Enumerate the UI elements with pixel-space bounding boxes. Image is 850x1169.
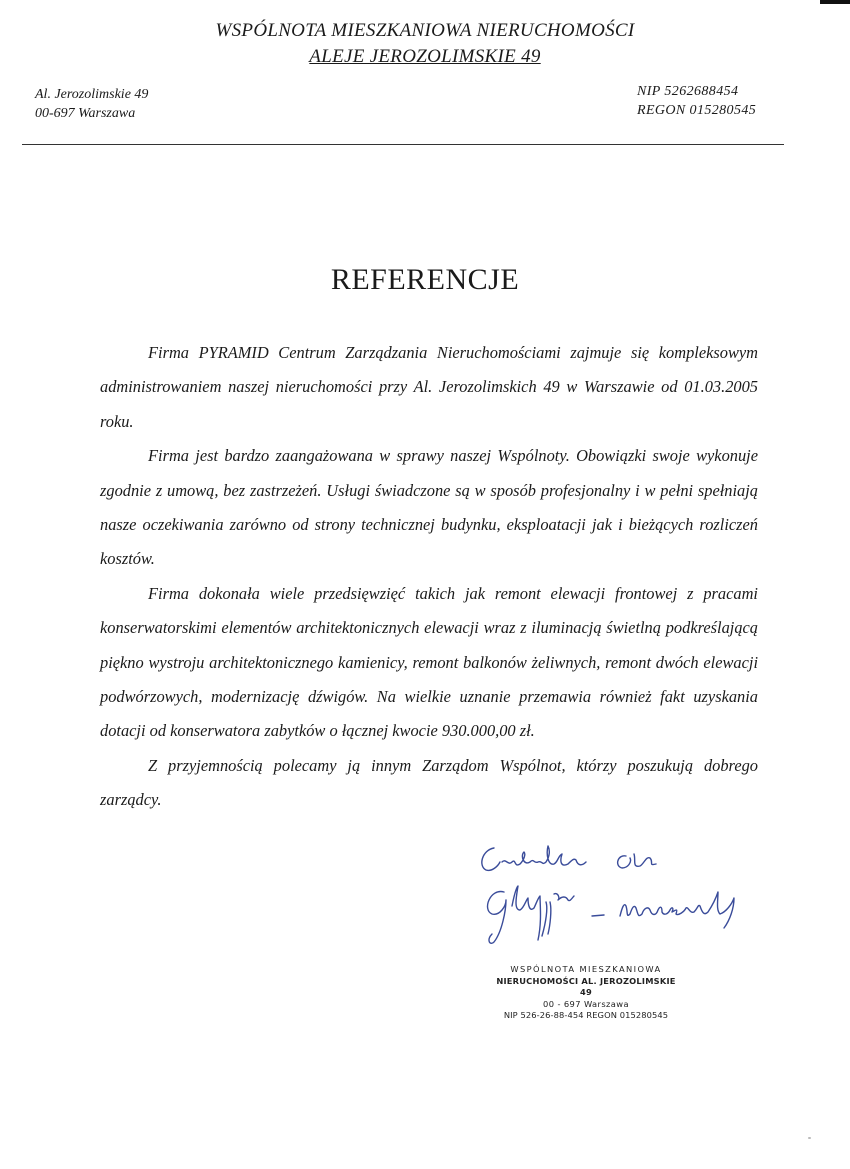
paragraph-projects: Firma dokonała wiele przedsięwzięć takich jak remont elewacji frontowej z pracami konserwatorskimi elementów architektonicznych elewacji wraz z iluminacją świetlną podkreślającą piękno wystroju architektonicznego kamienicy, remont balkonów żeliwnych, remont dwóch elewacji podwórzowych, modernizację dźwigów. Na wielkie uznanie przemawia również fakt uzyskania dotacji od konserwatora zabytków o łącznej kwocie 930.000,00 zł. <box>100 583 758 741</box>
tax-ids <box>637 82 756 120</box>
scan-corner-mark <box>820 0 850 4</box>
paragraph-recommendation: Z przyjemnością polecamy ją innym Zarządom Wspólnot, którzy poszukują dobrego zarządcy. <box>100 755 758 810</box>
postal-address <box>35 85 148 123</box>
address-street: Al. Jerozolimskie 49 <box>35 87 149 102</box>
signature-stroke-7 <box>592 915 604 916</box>
paragraph-intro: Firma PYRAMID Centrum Zarządzania Nieruchomościami zajmuje się kompleksowym administrowaniem naszej nieruchomości przy Al. Jerozolimskich 49 w Warszawie od 01.03.2005 roku. <box>100 343 758 431</box>
stamp-org-address: NIERUCHOMOŚCI AL. JEROZOLIMSKIE 49 <box>496 975 676 997</box>
signature-stroke-2 <box>502 846 586 865</box>
signature-stroke-8 <box>620 892 734 928</box>
org-address-title: ALEJE JEROZOLIMSKIE 49 <box>309 46 541 67</box>
organization-stamp <box>493 964 679 1022</box>
address-city: 00-697 Warszawa <box>35 106 136 121</box>
signature-stroke-1 <box>482 848 500 870</box>
letter-body <box>100 336 758 818</box>
handwritten-signature <box>472 836 812 966</box>
stamp-org-name: WSPÓLNOTA MIESZKANIOWA <box>510 964 662 974</box>
document-title: REFERENCJE <box>330 263 520 296</box>
regon-number: REGON 015280545 <box>637 103 757 118</box>
signature-stroke-6 <box>554 894 574 901</box>
stamp-tax-ids: NIP 526-26-88-454 REGON 015280545 <box>503 1010 669 1020</box>
signature-stroke-4 <box>488 892 506 944</box>
nip-number: NIP 5262688454 <box>637 84 739 99</box>
stamp-city: 00 - 697 Warszawa <box>543 998 629 1009</box>
signature-stroke-3 <box>618 854 656 868</box>
header-divider <box>22 144 784 145</box>
org-name: WSPÓLNOTA MIESZKANIOWA NIERUCHOMOŚCI <box>215 20 635 41</box>
signature-stroke-5 <box>512 886 551 940</box>
paragraph-engagement: Firma jest bardzo zaangażowana w sprawy naszej Wspólnoty. Obowiązki swoje wykonuje zgodnie z umową, bez zastrzeżeń. Usługi świadczone są w sposób profesjonalny i w pełni spełniają nasze oczekiwania zarówno od strony technicznej budynku, eksploatacji jak i bieżących rozliczeń kosztów. <box>100 446 758 569</box>
scan-speck <box>808 1137 811 1139</box>
